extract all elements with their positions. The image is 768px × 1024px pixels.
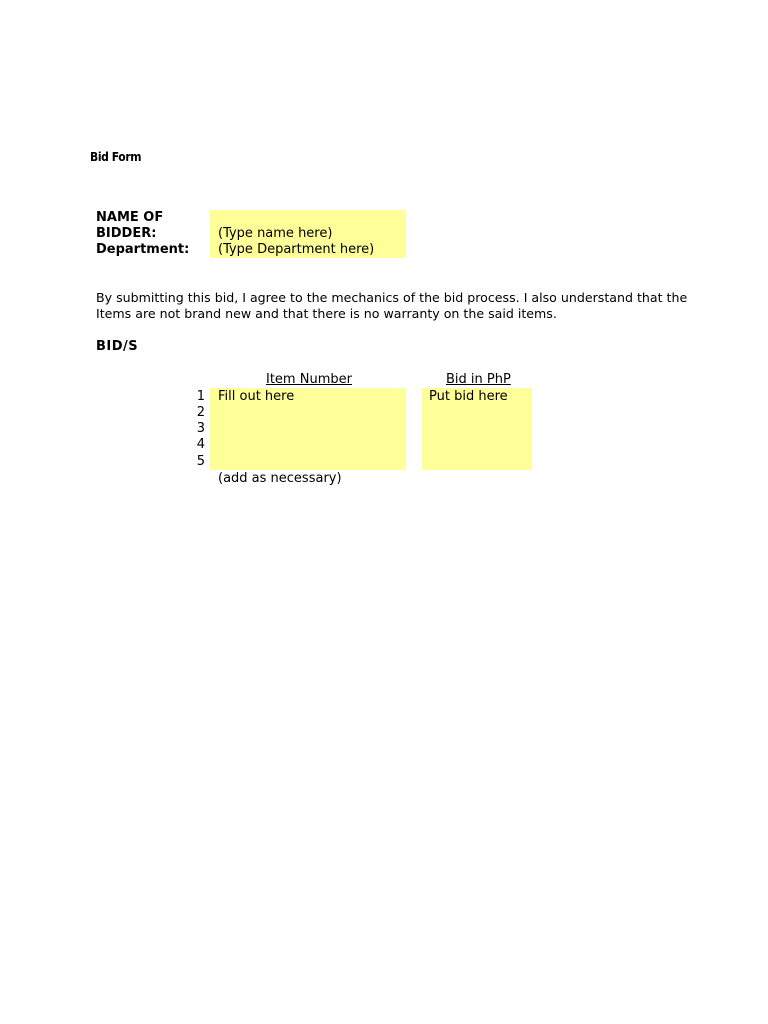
row-number: 1 <box>196 389 205 404</box>
name-label-line1: NAME OF <box>96 210 164 225</box>
item-number-header: Item Number <box>266 372 352 387</box>
bidder-name-field[interactable]: (Type name here) <box>218 226 333 241</box>
row-number: 5 <box>196 454 205 469</box>
row-number: 2 <box>196 405 205 420</box>
department-field[interactable]: (Type Department here) <box>218 242 375 257</box>
item-number-cell[interactable]: Fill out here <box>218 389 295 404</box>
add-as-necessary-note: (add as necessary) <box>218 471 342 486</box>
name-label-line2: BIDDER: <box>96 226 157 241</box>
row-number: 3 <box>196 421 205 436</box>
bids-heading: BID/S <box>96 339 139 354</box>
bid-header: Bid in PhP <box>446 372 511 387</box>
row-number: 4 <box>196 437 205 452</box>
agreement-text: By submitting this bid, I agree to the mechanics of the bid process. I also understand that the Items are not brand new and that there is no warranty on the said items. <box>96 290 688 321</box>
department-label: Department: <box>96 242 190 257</box>
bid-cell[interactable]: Put bid here <box>429 389 508 404</box>
page-title: Bid Form <box>90 150 142 164</box>
